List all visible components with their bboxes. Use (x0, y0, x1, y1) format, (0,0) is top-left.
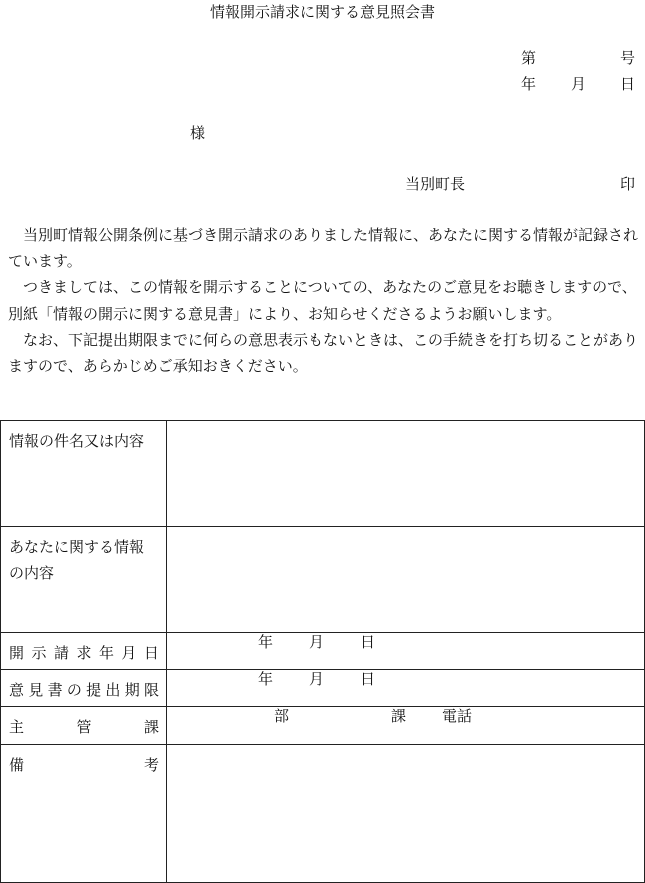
remarks-label-char: 考 (143, 756, 159, 774)
request-date-label-char: 求 (76, 644, 92, 662)
personal-info-value[interactable] (167, 527, 645, 633)
info-table (0, 420, 645, 883)
deadline-label-char: 出 (105, 681, 121, 699)
request-date-label-char: 開 (9, 644, 25, 662)
info-name-value[interactable] (167, 421, 645, 527)
date-month-label: 月 (571, 75, 587, 93)
request-date-label-char: 示 (31, 644, 47, 662)
request-date-label-char: 年 (98, 644, 114, 662)
document-title: 情報開示請求に関する意見照会書 (209, 3, 435, 21)
request-date-day: 日 (360, 633, 376, 651)
table-row-department (1, 707, 645, 745)
table-row-deadline (1, 670, 645, 707)
deadline-label-char: 期 (124, 681, 140, 699)
deadline-label-char: 意 (9, 681, 25, 699)
request-date-value[interactable] (167, 633, 645, 670)
body-text (8, 222, 638, 379)
department-label-char: 管 (76, 718, 92, 736)
deadline-label-char: 見 (28, 681, 44, 699)
personal-info-label: あなたに関する情報の内容 (1, 527, 167, 633)
table-row-info-name (1, 421, 645, 527)
department-label (1, 707, 167, 745)
department-label-char: 主 (9, 718, 25, 736)
deadline-day: 日 (360, 670, 376, 688)
deadline-label-char: 限 (143, 681, 159, 699)
info-name-label: 情報の件名又は内容 (1, 421, 167, 527)
date-year-label: 年 (521, 75, 537, 93)
department-bu: 部 (274, 707, 290, 725)
deadline-label-char: 提 (86, 681, 102, 699)
remarks-value[interactable] (167, 745, 645, 883)
table-row-request-date (1, 633, 645, 670)
deadline-label (1, 670, 167, 707)
request-date-label-char: 請 (53, 644, 69, 662)
request-date-label-char: 日 (143, 644, 159, 662)
request-date-label (1, 633, 167, 670)
deadline-label-char: の (66, 681, 82, 699)
date-day-label: 日 (620, 75, 636, 93)
request-date-year: 年 (258, 633, 274, 651)
department-tel: 電話 (442, 707, 473, 725)
request-date-label-char: 月 (121, 644, 137, 662)
remarks-label (1, 745, 167, 883)
seal-mark: 印 (620, 175, 636, 193)
addressee-honorific: 様 (190, 124, 206, 142)
department-value[interactable] (167, 707, 645, 745)
request-date-month: 月 (309, 633, 325, 651)
body-paragraph-1: 当別町情報公開条例に基づき開示請求のありました情報に、あなたに関する情報が記録されています。 (8, 226, 639, 271)
department-label-char: 課 (143, 718, 159, 736)
doc-number-prefix: 第 (521, 49, 537, 67)
doc-number-suffix: 号 (620, 49, 636, 67)
body-paragraph-2: つきましては、この情報を開示することについての、あなたのご意見をお聴きしますので、別紙「情報の開示に関する意見書」により、お知らせくださるようお願いします。 (8, 278, 637, 323)
sender-name: 当別町長 (405, 175, 466, 193)
deadline-label-char: 書 (47, 681, 63, 699)
remarks-label-char: 備 (9, 756, 25, 774)
deadline-value[interactable] (167, 670, 645, 707)
department-ka: 課 (391, 707, 407, 725)
table-row-personal-info (1, 527, 645, 633)
body-paragraph-3: なお、下記提出期限までに何らの意思表示もないときは、この手続きを打ち切ることがありますので、あらかじめご承知おきください。 (8, 330, 639, 376)
deadline-month: 月 (309, 670, 325, 688)
deadline-year: 年 (258, 670, 274, 688)
table-row-remarks (1, 745, 645, 883)
